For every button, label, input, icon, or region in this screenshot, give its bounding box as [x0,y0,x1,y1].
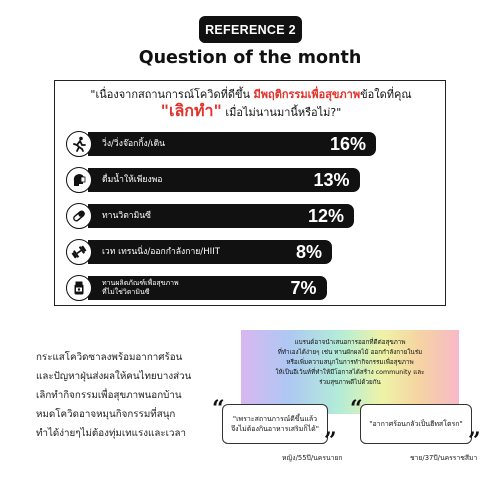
quote-card-1 [222,404,328,444]
insight-text [251,338,449,388]
quote-author: หญิง/55ปี/นครนายก [282,454,343,462]
quote-line: "เพราะสถานการณ์ดีขึ้นแล้ว [232,415,318,423]
close-quote-icon: ” [324,428,337,454]
result-percent: 8% [295,241,322,262]
result-row-water [66,168,376,192]
page-title: Question of the month [138,48,362,68]
result-row-vitamin [66,204,376,228]
question-part-3: เมื่อไม่นานมานี้หรือไม่?" [221,106,342,119]
result-row-workout [66,240,376,264]
reference-badge: REFERENCE 2 [199,16,302,43]
result-label: ทานวิตามินซี [102,211,151,221]
result-percent: 13% [313,169,350,190]
pill-capsule-icon [66,203,92,229]
result-label: เวท เทรนนิ่ง/ออกกำลังกาย/HIIT [102,247,220,257]
result-percent: 7% [290,277,317,298]
summary-line: ทำได้ง่ายๆไม่ต้องทุ่มเทแรงและเวลา [36,428,186,439]
summary-line: กระแสโควิดซาลงพร้อมอากาศร้อน [36,352,183,363]
insight-line: หรือเพิ่มความสนุกในการทำกิจกรรมเพื่อสุขภาพ [286,359,414,366]
insight-line: ให้เป็นอีเว้นท์ที่ทำให้มีโอกาสได้สร้าง community และ [275,369,425,376]
result-percent: 12% [307,205,344,226]
supplement-bottle-icon [66,275,92,301]
result-bar [88,132,376,156]
result-percent: 16% [329,133,366,154]
summary-line: หมดโควิดอาจหมุนกิจกรรมที่สนุก [36,409,176,420]
question-highlight-2: "เลิกทำ" [160,101,222,120]
result-bar [88,168,360,192]
open-quote-icon: “ [212,396,225,422]
summary-line: และปัญหาฝุ่นส่งผลให้คนไทยบางส่วน [36,371,192,382]
insight-line: ร่วมสุขภาพดีไปด้วยกัน [319,379,381,386]
result-bar [88,240,332,264]
question-panel [54,80,446,306]
close-quote-icon: ” [468,428,481,454]
result-label: ดื่มน้ำให้เพียงพอ [102,175,163,185]
question-part-1: "เนื่องจากสถานการณ์โควิดที่ดีขึ้น [90,88,254,101]
question-part-2: ข้อใดที่คุณ [360,88,412,101]
result-label: วิ่ง/วิ่งจ๊อกกิ้ง/เดิน [102,139,166,149]
quote-card-2 [360,404,472,444]
dumbbell-icon [66,239,92,265]
summary-text [36,348,206,443]
result-label: ทานผลิตภัณฑ์เพื่อสุขภาพ ที่ไม่ใช่วิตามินซี [102,279,179,296]
quote-line: "อากาศร้อนกลัวเป็นฮีทสโตรก" [369,420,463,428]
result-bar [88,204,354,228]
open-quote-icon: “ [350,396,363,422]
insight-line: ที่ทำเองได้ง่ายๆ เช่น ทานผักผลไม้ ออกกำลังกายในร่ม [277,349,423,356]
question-highlight-1: มีพฤติกรรมเพื่อสุขภาพ [253,88,361,101]
quote-line: จึงไม่ต้องกินอาหารเสริมก็ได้" [231,425,319,433]
running-person-icon [66,131,92,157]
quote-author: ชาย/37ปี/นครราชสีมา [410,454,478,462]
insight-line: แบรนด์อาจนำเสนอการออกที่ดีต่อสุขภาพ [294,339,406,346]
drinking-head-icon [66,167,92,193]
result-bar [88,276,327,300]
result-row-running [66,132,376,156]
question-text [67,87,435,121]
result-row-supplement [66,276,376,300]
summary-line: เลิกทำกิจกรรมเพื่อสุขภาพนอกบ้าน [36,390,182,401]
